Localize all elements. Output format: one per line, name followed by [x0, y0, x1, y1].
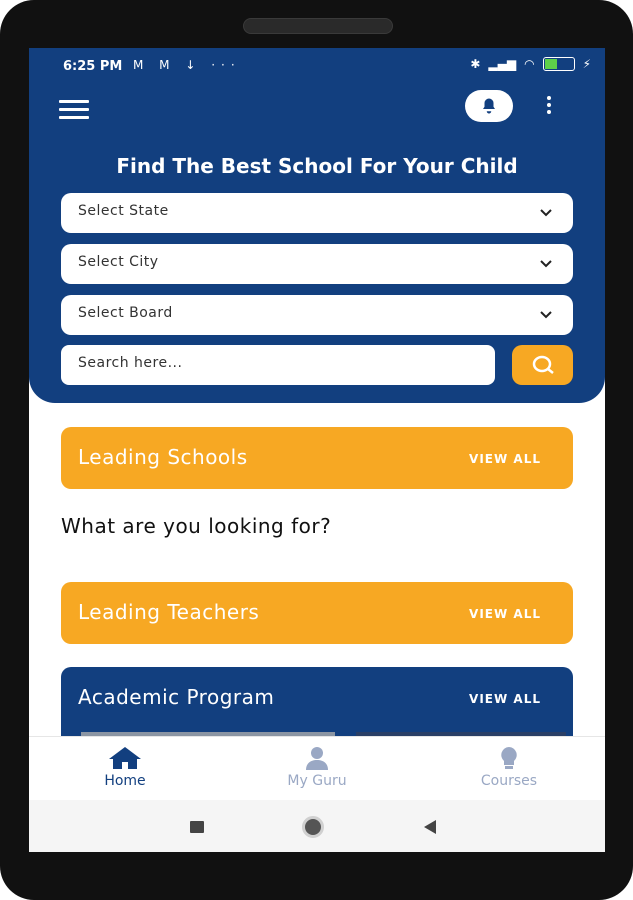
leading-schools-card[interactable] [61, 427, 573, 489]
nav-label-home: Home [104, 773, 146, 789]
earpiece-speaker [243, 18, 393, 34]
state-select-label: Select State [78, 203, 169, 219]
hamburger-icon[interactable] [59, 100, 89, 120]
chevron-down-icon [539, 257, 553, 271]
status-right-icons [470, 57, 591, 71]
leading-teachers-title: Leading Teachers [78, 600, 260, 624]
search-button[interactable] [512, 345, 573, 385]
bell-icon [480, 97, 498, 115]
state-select[interactable] [61, 193, 573, 233]
search-icon [529, 354, 557, 376]
signal-icon: ▂▄▆ [488, 57, 517, 71]
leading-schools-view-all[interactable]: VIEW ALL [469, 452, 541, 466]
chevron-down-icon [539, 308, 553, 322]
wifi-icon: ◠ [524, 57, 535, 71]
charging-icon: ⚡ [582, 57, 591, 71]
board-select-label: Select Board [78, 305, 173, 321]
search-input[interactable] [61, 345, 495, 385]
battery-icon [543, 57, 575, 71]
home-icon [105, 745, 145, 771]
leading-teachers-view-all[interactable]: VIEW ALL [469, 607, 541, 621]
leading-schools-title: Leading Schools [78, 445, 248, 469]
more-options-icon[interactable] [544, 96, 554, 120]
academic-program-title: Academic Program [78, 685, 275, 709]
status-time: 6:25 PM [63, 59, 123, 74]
app-screen [29, 48, 605, 852]
academic-program-view-all[interactable]: VIEW ALL [469, 692, 541, 706]
nav-item-home[interactable] [55, 745, 195, 789]
nav-item-courses[interactable] [439, 745, 579, 789]
guru-icon [297, 745, 337, 771]
nav-label-my-guru: My Guru [287, 773, 347, 789]
hero-title: Find The Best School For Your Child [116, 154, 518, 178]
search-placeholder: Search here... [78, 355, 183, 371]
courses-icon [489, 745, 529, 771]
city-select-label: Select City [78, 254, 159, 270]
app-bar [29, 84, 605, 138]
bluetooth-icon: ✱ [470, 57, 481, 71]
back-button[interactable] [424, 820, 436, 834]
status-bar [29, 48, 605, 84]
leading-teachers-card[interactable] [61, 582, 573, 644]
system-navigation-bar [29, 800, 605, 852]
nav-label-courses: Courses [480, 773, 538, 789]
search-hero [29, 138, 605, 403]
home-button[interactable] [302, 816, 324, 838]
notification-bell-button[interactable] [465, 90, 513, 122]
notification-icons: M M ↓ ··· [133, 58, 241, 72]
recent-apps-button[interactable] [190, 821, 204, 833]
bottom-navigation [29, 736, 605, 801]
city-select[interactable] [61, 244, 573, 284]
chevron-down-icon [539, 206, 553, 220]
nav-item-my-guru[interactable] [247, 745, 387, 789]
board-select[interactable] [61, 295, 573, 335]
section-question: What are you looking for? [61, 514, 332, 538]
